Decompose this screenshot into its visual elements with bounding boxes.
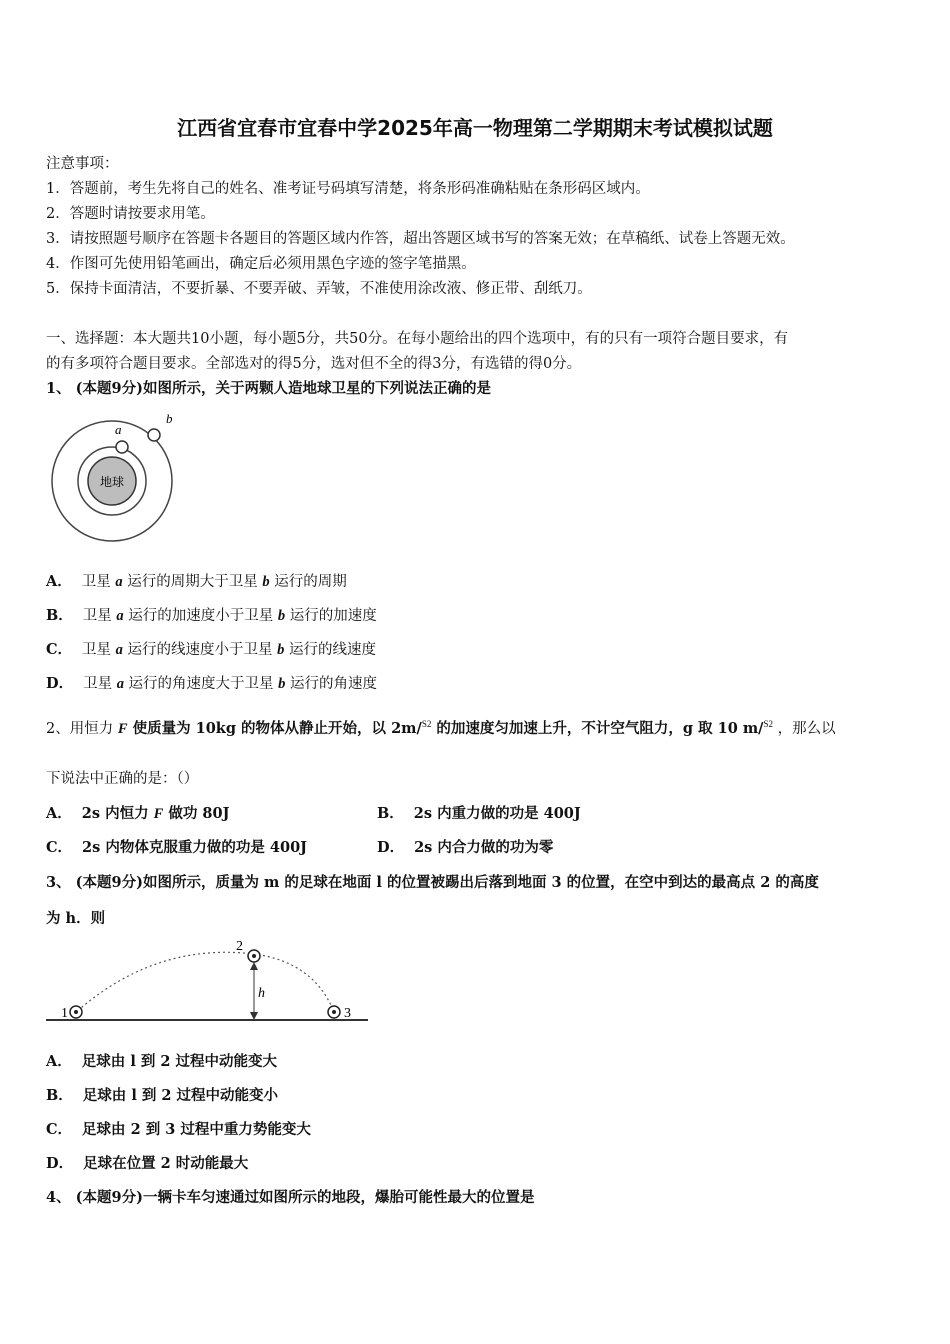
height-label: h xyxy=(258,986,265,1001)
ball-pattern xyxy=(74,1010,78,1014)
trajectory-path xyxy=(74,952,334,1014)
satellite-a xyxy=(116,441,128,453)
q1-option-c: C． 卫星 a 运行的线速度小于卫星 b 运行的线速度 xyxy=(46,641,376,658)
notice-item: 2．答题时请按要求用笔。 xyxy=(46,206,215,222)
satellite-b xyxy=(148,429,160,441)
q3-stem-line2: 为 h．则 xyxy=(46,910,106,927)
q2-option-a: A． 2s 内恒力 F 做功 80J xyxy=(46,805,230,822)
notice-item: 3．请按照题号顺序在答题卡各题目的答题区域内作答，超出答题区域书写的答案无效；在草稿纸、试卷上答题无效。 xyxy=(46,231,795,247)
q1-stem: 1、 (本题9分)如图所示，关于两颗人造地球卫星的下列说法正确的是 xyxy=(46,380,491,397)
page-title: 江西省宜春市宜春中学2025年高一物理第二学期期末考试模拟试题 xyxy=(177,116,773,140)
notice-item: 4．作图可先使用铅笔画出，确定后必须用黑色字迹的签字笔描黑。 xyxy=(46,256,476,272)
q1-option-d: D． 卫星 a 运行的角速度大于卫星 b 运行的角速度 xyxy=(46,675,378,692)
q2-option-b: B． 2s 内重力做的功是 400J xyxy=(377,805,581,822)
ball-pattern xyxy=(332,1010,336,1014)
notice-heading: 注意事项： xyxy=(46,156,119,172)
position-3-label: 3 xyxy=(344,1006,351,1021)
notice-item: 5．保持卡面清洁，不要折暴、不要弄破、弄皱，不准使用涂改液、修正带、刮纸刀。 xyxy=(46,281,592,297)
q3-option-a: A． 足球由 l 到 2 过程中动能变大 xyxy=(46,1053,278,1070)
earth-label: 地球 xyxy=(99,475,125,489)
satellite-b-label: b xyxy=(166,411,173,426)
satellite-orbit-figure xyxy=(46,408,186,543)
q2-stem: 2、用恒力 F 使质量为 10kg 的物体从静止开始，以 2m/$^{S2}$ 的加速度匀加速上升，不计空气阻力，g 取 10 m/$^{S2}$ ，那么以 xyxy=(46,719,836,737)
section-intro: 一、选择题：本大题共10小题，每小题5分，共50分。在每小题给出的四个选项中，有的只有一项符合题目要求，有 xyxy=(46,331,789,347)
q3-option-b: B． 足球由 l 到 2 过程中动能变小 xyxy=(46,1087,279,1104)
q2-option-d: D． 2s 内合力做的功为零 xyxy=(377,839,554,856)
q3-option-c: C． 足球由 2 到 3 过程中重力势能变大 xyxy=(46,1121,311,1138)
position-2-label: 2 xyxy=(236,939,243,954)
q4-stem: 4、 (本题9分)一辆卡车匀速通过如图所示的地段，爆胎可能性最大的位置是 xyxy=(46,1189,535,1206)
q3-stem: 3、 (本题9分)如图所示，质量为 m 的足球在地面 l 的位置被踢出后落到地面 3 的位置，在空中到达的最高点 2 的高度 xyxy=(46,874,819,891)
satellite-a-label: a xyxy=(115,422,122,437)
q3-option-d: D． 足球在位置 2 时动能最大 xyxy=(46,1155,249,1172)
q1-option-b: B． 卫星 a 运行的加速度小于卫星 b 运行的加速度 xyxy=(46,607,377,624)
q1-option-a: A． 卫星 a 运行的周期大于卫星 b 运行的周期 xyxy=(46,573,347,590)
arrow-up xyxy=(250,962,258,970)
section-intro: 的有多项符合题目要求。全部选对的得5分，选对但不全的得3分，有选错的得0分。 xyxy=(46,356,582,372)
q2-stem-line2: 下说法中正确的是：（） xyxy=(46,771,199,787)
notice-item: 1．答题前，考生先将自己的姓名、准考证号码填写清楚，将条形码准确粘贴在条形码区域内。 xyxy=(46,181,650,197)
ball-pattern xyxy=(252,954,256,958)
football-trajectory-figure xyxy=(44,932,374,1027)
arrow-down xyxy=(250,1012,258,1020)
position-1-label: 1 xyxy=(61,1006,68,1021)
q2-option-c: C． 2s 内物体克服重力做的功是 400J xyxy=(46,839,308,856)
